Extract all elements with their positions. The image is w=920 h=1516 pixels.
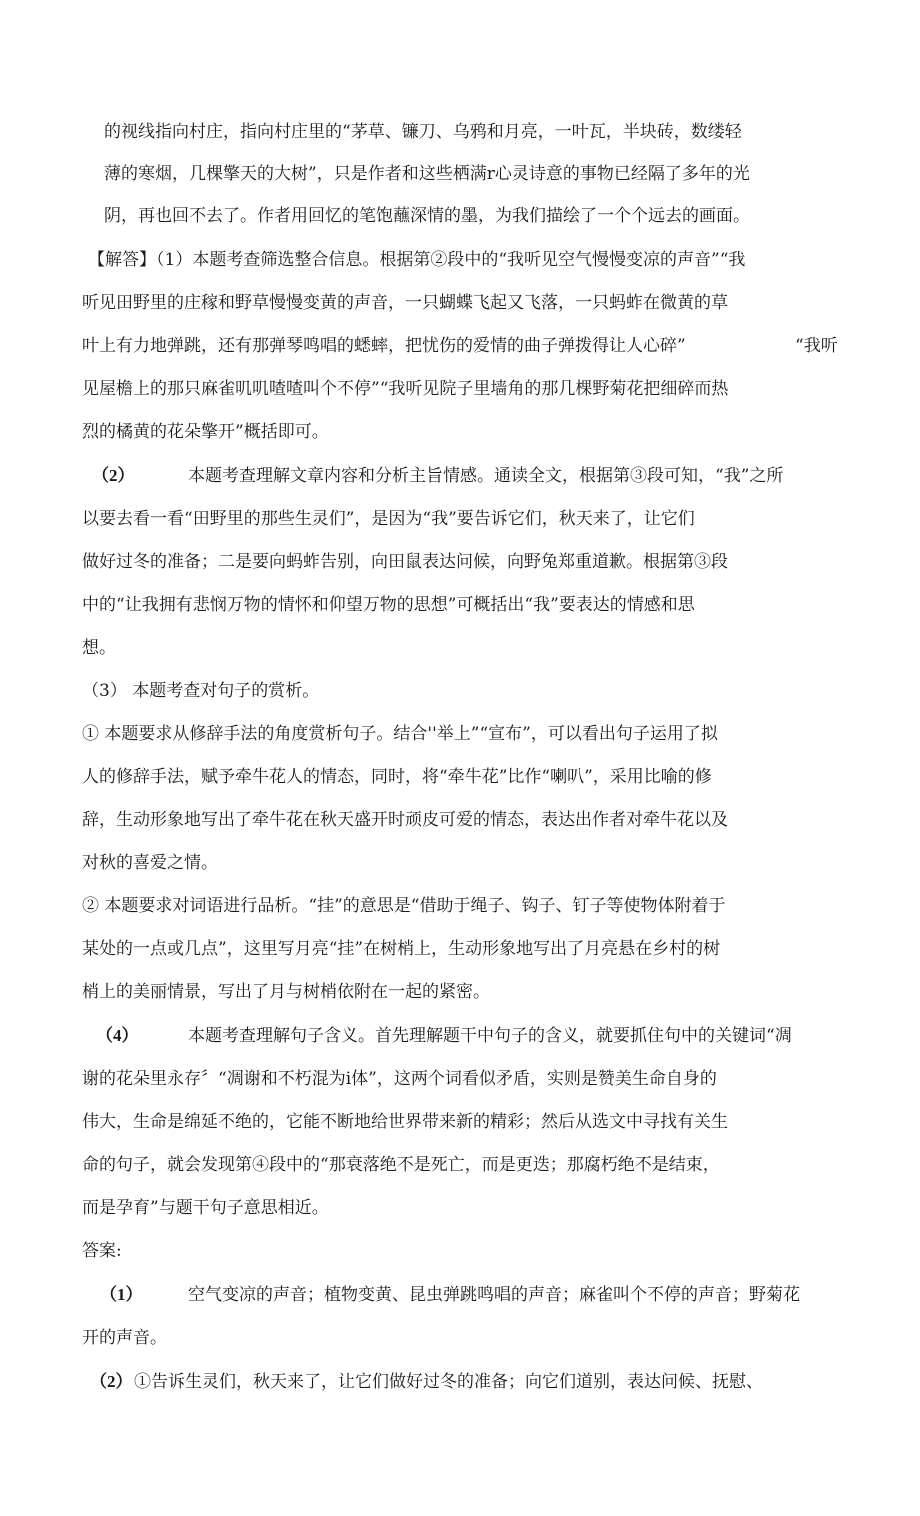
text-line: 辞，生动形象地写出了牵牛花在秋天盛开时顽皮可爱的情态，表达出作者对牵牛花以及: [82, 810, 728, 830]
text-line: 听见田野里的庄稼和野草慢慢变黄的声音，一只蝴蝶飞起又飞落，一只蚂蚱在微黄的草: [82, 293, 728, 313]
text-line: 而是孕育”与题干句子意思相近。: [82, 1198, 329, 1218]
text-line: 某处的一点或几点”，这里写月亮“挂”在树梢上，生动形象地写出了月亮悬在乡村的树: [82, 939, 721, 959]
text-line: 伟大，生命是绵延不绝的，它能不断地给世界带来新的精彩；然后从选文中寻找有关生: [82, 1112, 728, 1132]
text-line: （3） 本题考查对句子的赏析。: [82, 681, 320, 701]
text-line: 开的声音。: [82, 1328, 167, 1348]
text-line: 想。: [82, 638, 116, 658]
question-number: （1）: [100, 1285, 143, 1304]
text-line: ① 本题要求从修辞手法的角度赏析句子。结合''举上”“宣布”，可以看出句子运用了拟: [82, 724, 718, 744]
text-line: 见屋檐上的那只麻雀叽叽喳喳叫个不停”“我听见院子里墙角的那几棵野菊花把细碎而热: [82, 379, 729, 399]
text-line: ①告诉生灵们，秋天来了，让它们做好过冬的准备；向它们道别，表达问候、抚慰、: [134, 1372, 763, 1392]
text-line: 谢的花朵里永存〞“凋谢和不朽混为i体”，这两个词看似矛盾，实则是赞美生命自身的: [82, 1069, 717, 1089]
question-number: （2）: [92, 466, 135, 485]
text-line: 薄的寒烟，几棵擎天的大树”，只是作者和这些栖满r心灵诗意的事物已经隔了多年的光: [104, 164, 750, 184]
text-line: ② 本题要求对词语进行品析。“挂”的意思是“借助于绳子、钩子、钉子等使物体附着于: [82, 896, 726, 916]
text-line: 中的“让我拥有悲悯万物的情怀和仰望万物的思想”可概括出“我”要表达的情感和思: [82, 595, 695, 615]
text-line: 做好过冬的准备；二是要向蚂蚱告别，向田鼠表达问候，向野兔郑重道歉。根据第③段: [82, 552, 728, 572]
text-line: 本题考查理解句子含义。首先理解题干中句子的含义，就要抓住句中的关键词“凋: [188, 1026, 792, 1046]
text-line: “我听: [795, 336, 838, 356]
text-line: 梢上的美丽情景，写出了月与树梢依附在一起的紧密。: [82, 982, 490, 1002]
text-line: 空气变凉的声音；植物变黄、昆虫弹跳鸣唱的声音；麻雀叫个不停的声音；野菊花: [188, 1285, 800, 1305]
text-line: 人的修辞手法，赋予牵牛花人的情态，同时，将“牵牛花”比作“喇叭”，采用比喻的修: [82, 767, 712, 787]
text-line: 烈的橘黄的花朵擎开”概括即可。: [82, 422, 329, 442]
text-line: 对秋的喜爱之情。: [82, 853, 218, 873]
answer-heading: 答案:: [82, 1241, 122, 1261]
text-line: 的视线指向村庄，指向村庄里的“茅草、镰刀、乌鸦和月亮，一叶瓦，半块砖，数缕轻: [104, 122, 742, 142]
text-line: 本题考查理解文章内容和分析主旨情感。通读全文，根据第③段可知，“我”之所: [188, 466, 784, 486]
question-number: （4）: [96, 1026, 139, 1045]
text-line: 【解答】（1）本题考查筛选整合信息。根据第②段中的“我听见空气慢慢变凉的声音”“我: [88, 250, 746, 270]
text-line: 阴，再也回不去了。作者用回忆的笔饱蘸深情的墨，为我们描绘了一个个远去的画面。: [104, 206, 750, 226]
text-line: 命的句子，就会发现第④段中的“那衰落绝不是死亡，而是更迭；那腐朽绝不是结束，: [82, 1155, 720, 1175]
text-line: 叶上有力地弹跳，还有那弹琴鸣唱的蟋蟀，把忧伤的爱情的曲子弹拨得让人心碎”: [82, 336, 686, 356]
text-line: 以要去看一看“田野里的那些生灵们”，是因为“我”要告诉它们，秋天来了，让它们: [82, 509, 695, 529]
question-number: （2）: [90, 1372, 133, 1391]
